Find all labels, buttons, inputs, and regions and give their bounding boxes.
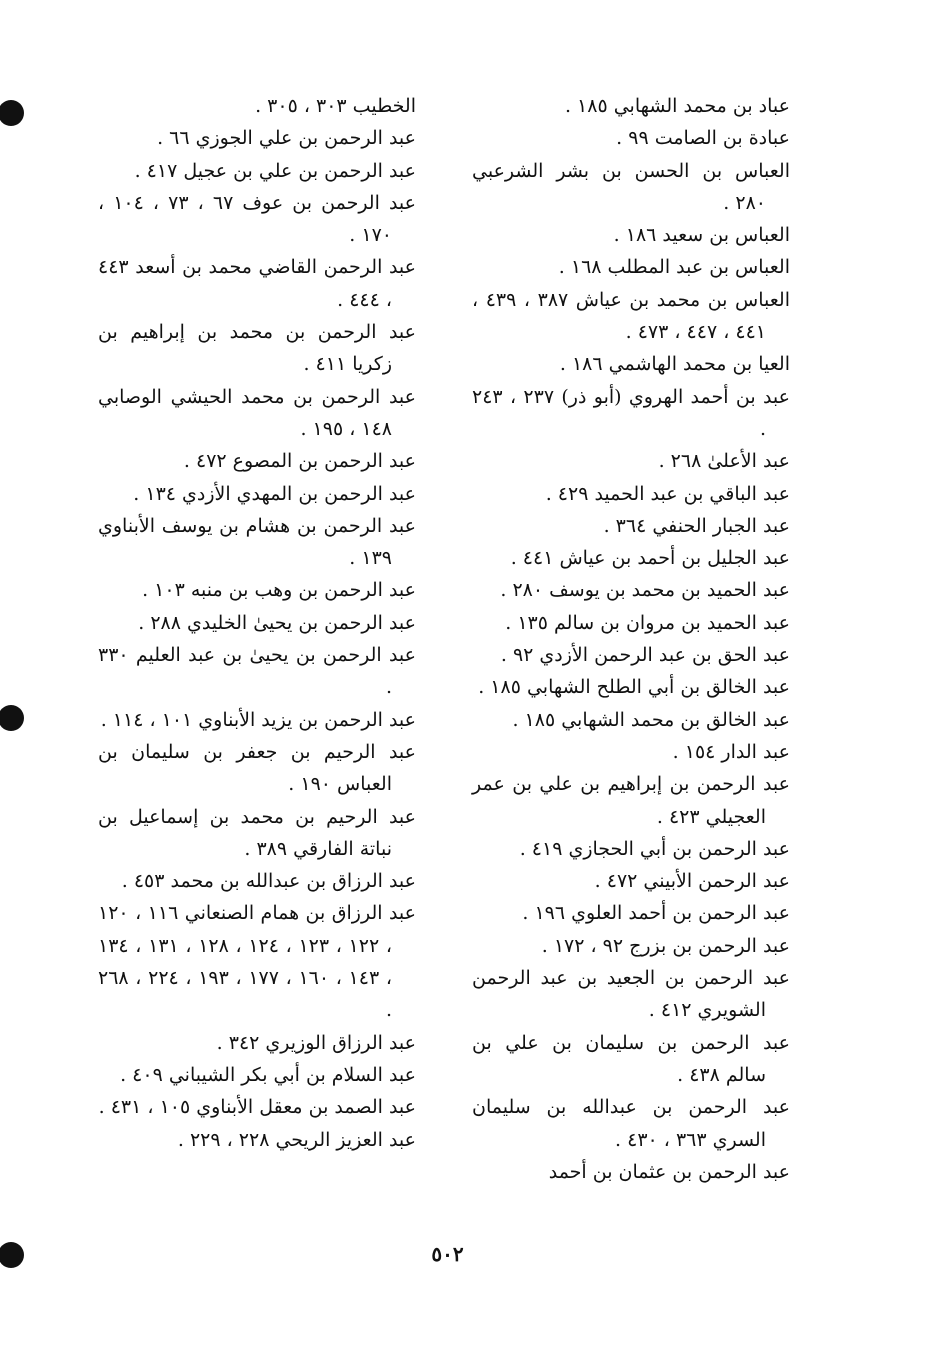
index-entry: عبد الرحمن بن عوف ٦٧ ، ٧٣ ، ١٠٤ ، ١٧٠ . [98, 191, 416, 247]
index-entry: عبد الرحمن بن علي بن عجيل ٤١٧ . [134, 159, 416, 182]
binder-hole-top [0, 100, 24, 126]
index-entry: العيا بن محمد الهاشمي ١٨٦ . [559, 353, 790, 376]
index-entry: عبد الرزاق الوزيري ٣٤٢ . [216, 1031, 416, 1054]
index-entry: عبد الرحمن بن أحمد العلوي ١٩٦ . [522, 902, 790, 925]
index-entry: عبد الرحمن بن أبي الحجازي ٤١٩ . [519, 837, 790, 860]
index-column-right [472, 90, 790, 1188]
index-entry: عبد الرحمن بن محمد الحيشي الوصابي ١٤٨ ، ١٩٥ . [98, 385, 416, 440]
index-entry: عبد الرحمن بن علي الجوزي ٦٦ . [157, 127, 416, 150]
index-entry: عبد الرحمن بن الجعيد بن عبد الرحمن الشويري ٤١٢ . [472, 967, 790, 1022]
index-entry: عبد الجليل بن أحمد بن عياش ٤٤١ . [510, 547, 790, 570]
index-entry: عبد الرحمن بن هشام بن يوسف الأبناوي ١٣٩ . [98, 514, 416, 570]
index-entry: عبد العزيز الريحي ٢٢٨ ، ٢٢٩ . [177, 1128, 416, 1151]
index-entry: العباس بن الحسن بن بشر الشرعبي ٢٨٠ . [472, 159, 790, 214]
index-entry: عبد الرحمن بن بزرج ٩٢ ، ١٧٢ . [541, 934, 790, 957]
index-entry: العباس بن سعيد ١٨٦ . [613, 224, 790, 247]
index-entry: عبد الرحمن بن يزيد الأبناوي ١٠١ ، ١١٤ . [100, 708, 416, 731]
index-entry: عبد الرحمن بن وهب بن منبه ١٠٣ . [142, 579, 416, 602]
index-entry: عبد الرحيم بن محمد بن إسماعيل بن نباتة الفارقي ٣٨٩ . [98, 805, 416, 860]
index-entry: عبد الرحيم بن جعفر بن سليمان بن العباس ١٩٠ . [98, 740, 416, 796]
index-entry: عبد الحق بن عبد الرحمن الأزدي ٩٢ . [500, 644, 790, 667]
index-entry: عبد الرحمن بن المهدي الأزدي ١٣٤ . [133, 482, 416, 505]
page-number: ٥٠٢ [431, 1242, 464, 1266]
index-entry: عبد الرحمن بن محمد بن إبراهيم بن زكريا ٤١١ . [98, 321, 416, 376]
index-entry: عبد الأعلىٰ ٢٦٨ . [658, 450, 790, 473]
index-entry: عبد الرحمن بن المصوع ٤٧٢ . [183, 450, 416, 473]
index-entry: العباس بن محمد بن عياش ٣٨٧ ، ٤٣٩ ، ٤٤١ ، ٤٤٧ ، ٤٧٣ . [472, 288, 790, 344]
index-entry: عبد الخالق بن محمد الشهابي ١٨٥ . [512, 708, 790, 731]
index-entry: عبد السلام بن أبي بكر الشيباني ٤٠٩ . [120, 1063, 416, 1086]
index-entry: الخطيب ٣٠٣ ، ٣٠٥ . [255, 95, 416, 117]
index-entry: عبد الخالق بن أبي الطلح الشهابي ١٨٥ . [478, 676, 790, 699]
index-entry: عبد الرحمن بن يحيىٰ الخليدي ٢٨٨ . [138, 611, 416, 634]
index-entry: العباس بن عبد المطلب ١٦٨ . [558, 256, 790, 279]
index-entry: عبد الرزاق بن عبدالله بن محمد ٤٥٣ . [121, 870, 416, 893]
index-entry: عبد الصمد بن معقل الأبناوي ١٠٥ ، ٤٣١ . [98, 1096, 416, 1119]
index-entry: عبد الحميد بن مروان بن سالم ١٣٥ . [505, 611, 790, 634]
index-entry: عبد الرحمن القاضي محمد بن أسعد ٤٤٣ ، ٤٤٤ . [98, 256, 416, 311]
index-entry: عبد الدار ١٥٤ . [672, 740, 790, 763]
index-entry: عبد الرحمن الأبيني ٤٧٢ . [594, 870, 790, 893]
index-entry: عبادة بن الصامت ٩٩ . [616, 127, 790, 150]
index-entry: عباد بن محمد الشهابي ١٨٥ . [564, 95, 790, 117]
index-entry: عبد الرحمن بن عثمان بن أحمد [548, 1160, 790, 1183]
index-entry: عبد الحميد بن محمد بن يوسف ٢٨٠ . [500, 579, 790, 602]
index-entry: عبد الباقي بن عبد الحميد ٤٢٩ . [545, 482, 790, 505]
index-entry: عبد الرزاق بن همام الصنعاني ١١٦ ، ١٢٠ ، ١٢٢ ، ١٢٣ ، ١٢٤ ، ١٢٨ ، ١٣١ ، ١٣٤ ، ١٤٣ ، ١٦٠ ، ١٧٧ ، ١٩٣ ، ٢٢٤ ، ٢٦٨ . [98, 902, 417, 1022]
index-column-left [98, 90, 416, 1156]
index-entry: عبد الرحمن بن إبراهيم بن علي بن عمر العجيلي ٤٢٣ . [472, 773, 790, 828]
index-entry: عبد بن أحمد الهروي (أبو ذر) ٢٣٧ ، ٢٤٣ . [472, 385, 790, 440]
binder-hole-middle [0, 705, 24, 731]
index-entry: عبد الرحمن بن سليمان بن علي بن سالم ٤٣٨ . [472, 1031, 790, 1086]
index-entry: عبد الرحمن بن عبدالله بن سليمان السري ٣٦٣ ، ٤٣٠ . [472, 1096, 790, 1151]
index-entry: عبد الرحمن بن يحيىٰ بن عبد العليم ٣٣٠ . [98, 644, 416, 699]
index-entry: عبد الجبار الحنفي ٣٦٤ . [603, 514, 790, 537]
